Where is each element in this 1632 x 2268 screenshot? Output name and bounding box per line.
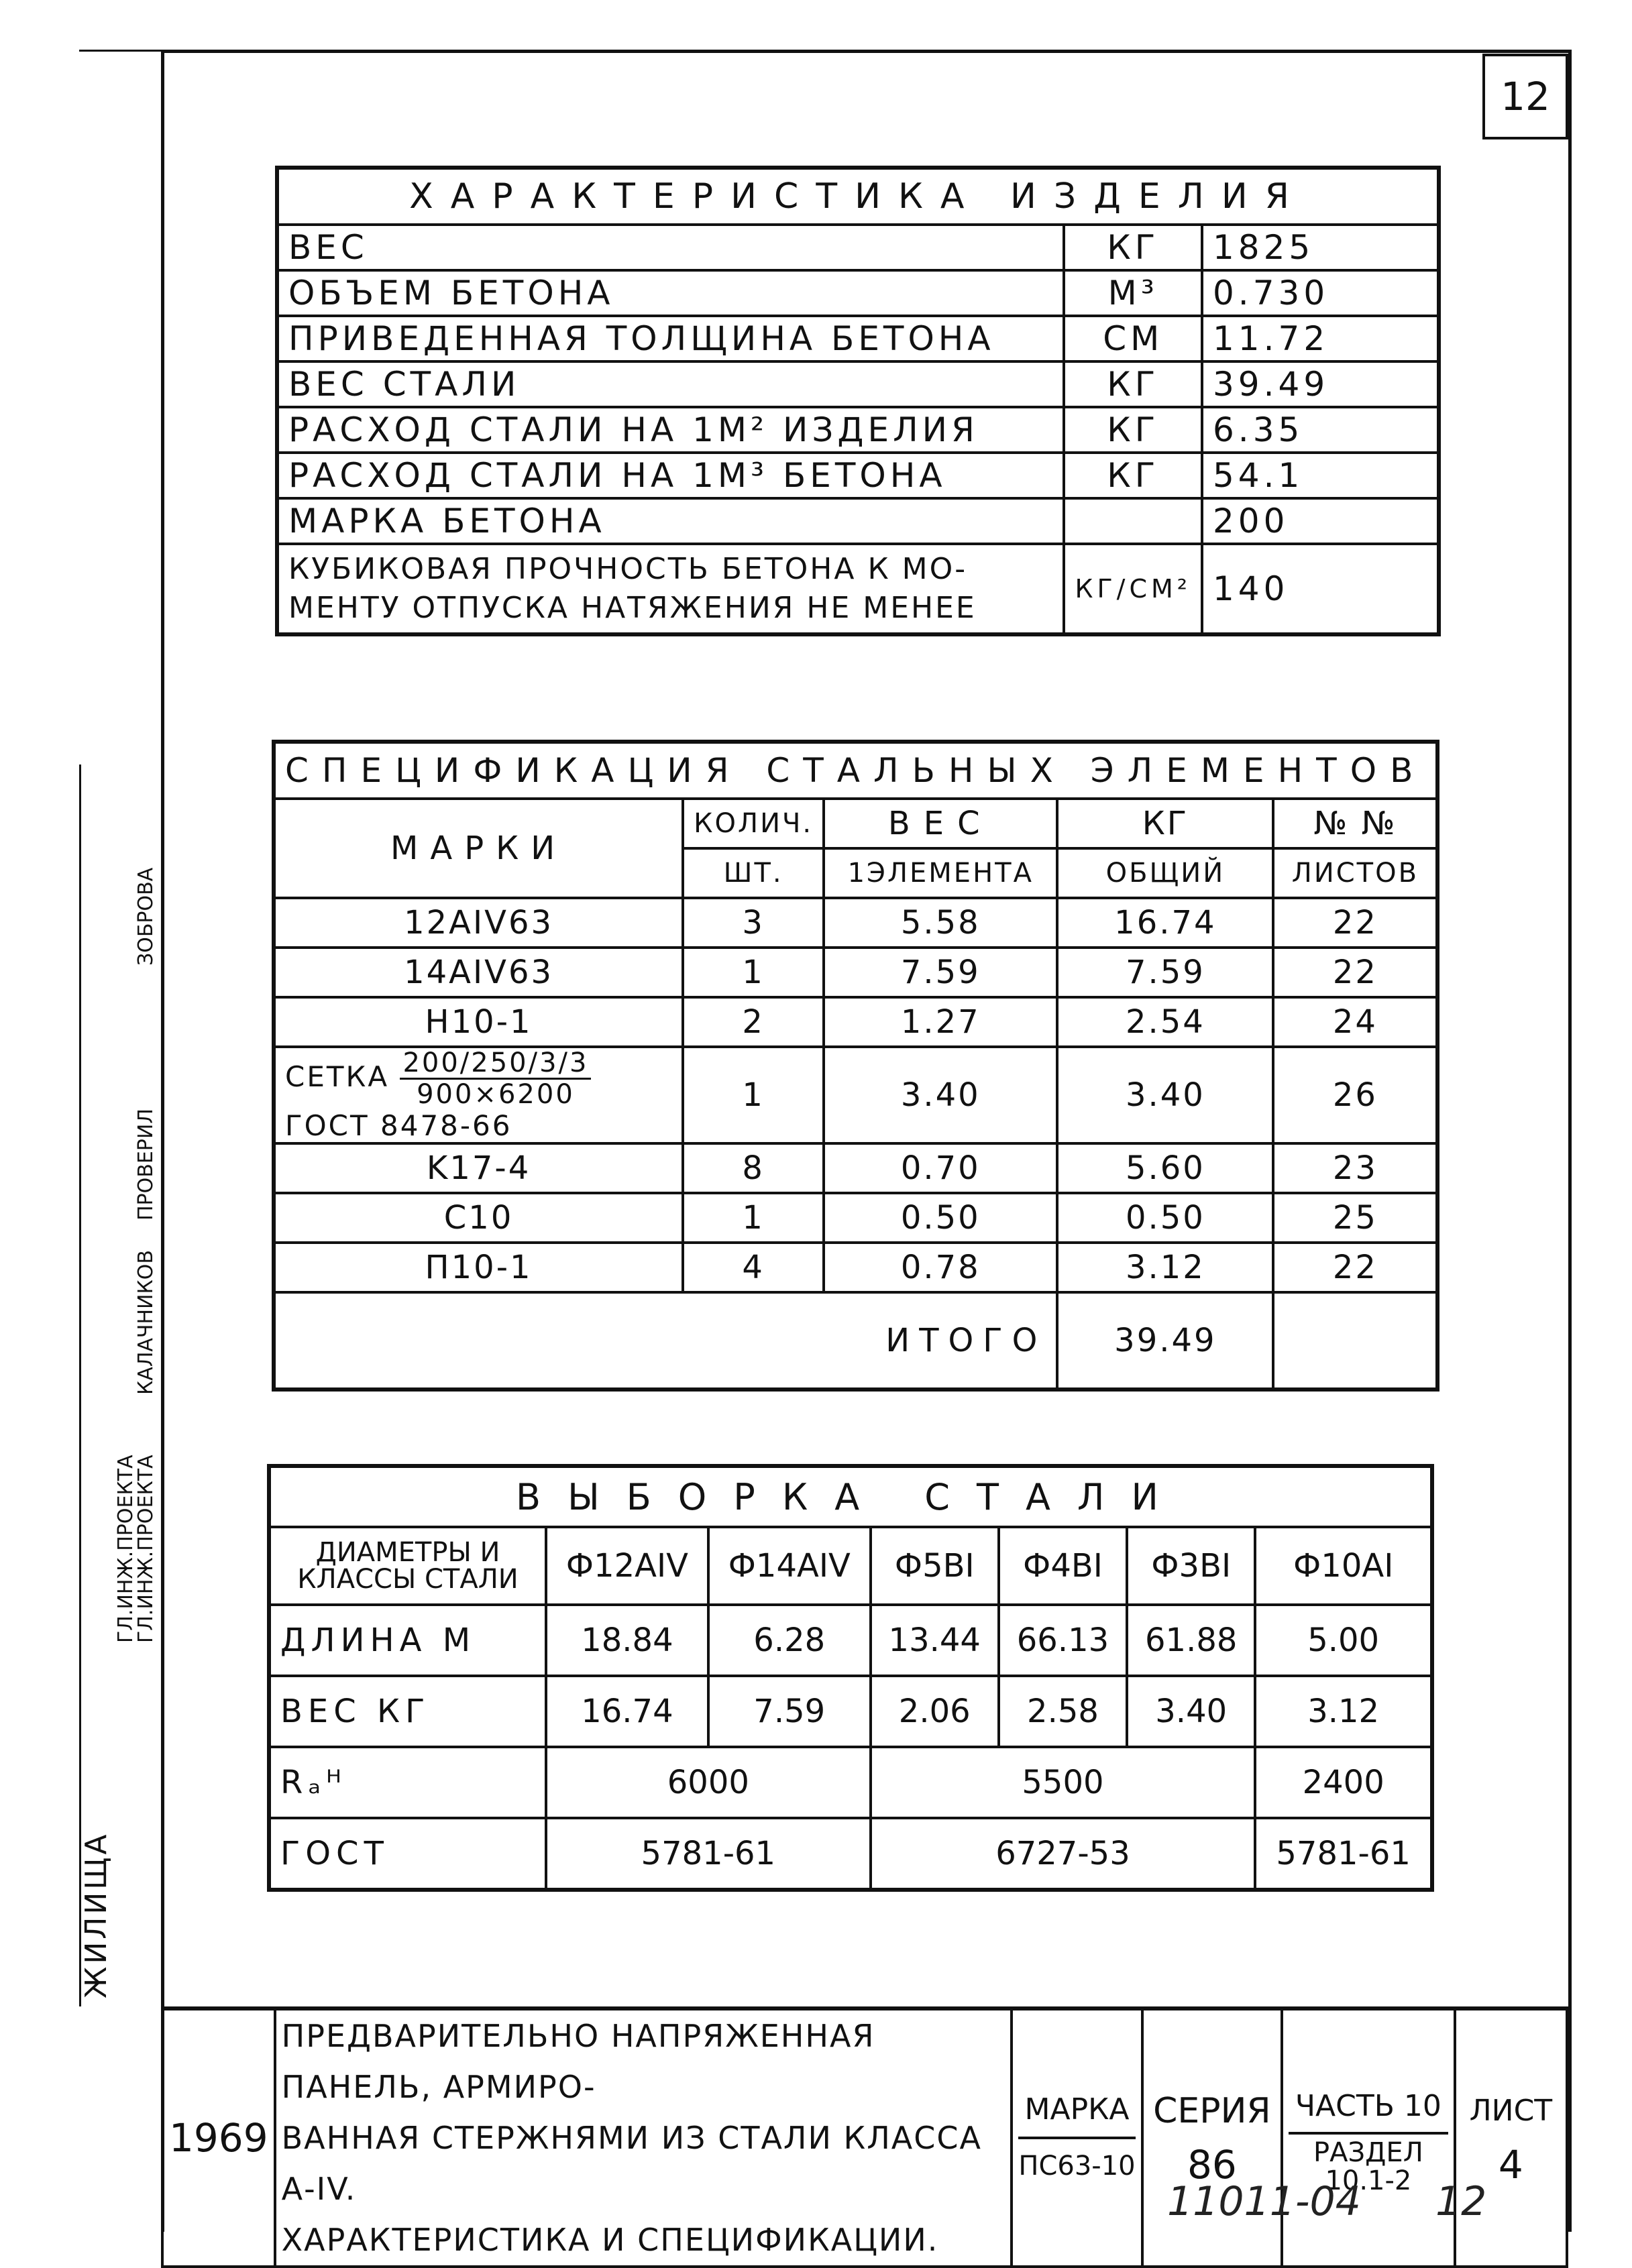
row-unit: КГ/СМ²	[1064, 544, 1202, 634]
table-row	[274, 1047, 1437, 1143]
cell-length: 13.44	[871, 1605, 999, 1676]
cell-weight: 3.12	[1255, 1676, 1432, 1747]
table-row	[277, 361, 1439, 407]
col-weight-one: 1ЭЛЕМЕНТА	[824, 848, 1057, 898]
col-sheets-header: № №	[1273, 799, 1437, 848]
sheet-value: 4	[1498, 2142, 1523, 2188]
col-weight-unit: КГ	[1057, 799, 1273, 848]
col-diameter: Ф3BI	[1127, 1527, 1255, 1605]
row-unit: КГ	[1064, 361, 1202, 407]
cell-weight-one: 1.27	[824, 997, 1057, 1047]
cell-qty: 8	[683, 1143, 824, 1193]
col-weight-total: ОБЩИЙ	[1057, 848, 1273, 898]
diameters-header: ДИАМЕТРЫ И КЛАССЫ СТАЛИ	[269, 1527, 546, 1605]
col-diameter: Ф14AIV	[708, 1527, 871, 1605]
cell-length: 6.28	[708, 1605, 871, 1676]
col-diameter: Ф4BI	[999, 1527, 1127, 1605]
part-label: ЧАСТЬ 10	[1295, 2089, 1441, 2123]
description-line3: ХАРАКТЕРИСТИКА И СПЕЦИФИКАЦИИ.	[281, 2222, 939, 2258]
row-value: 140	[1202, 544, 1439, 634]
row-value: 39.49	[1202, 361, 1439, 407]
cell-ra: 2400	[1255, 1747, 1432, 1818]
cell-weight: 7.59	[708, 1676, 871, 1747]
frame-right-line	[1568, 50, 1572, 2232]
mesh-gost: ГОСТ 8478-66	[285, 1109, 512, 1142]
side-name2: ЗОБРОВА	[134, 867, 158, 966]
total-empty	[1273, 1292, 1437, 1390]
cell-length: 66.13	[999, 1605, 1127, 1676]
mesh-fraction	[400, 1048, 591, 1109]
cell-gost: 5781-61	[546, 1818, 871, 1890]
cell-mark: П10-1	[274, 1243, 683, 1292]
weight-label: ВЕС КГ	[269, 1676, 546, 1747]
col-diameter: Ф10AI	[1255, 1527, 1432, 1605]
cell-weight: 16.74	[546, 1676, 708, 1747]
title-mark	[1012, 2008, 1142, 2267]
cell-length: 5.00	[1255, 1605, 1432, 1676]
cell-weight-one: 0.50	[824, 1193, 1057, 1243]
description-line2: ВАННАЯ СТЕРЖНЯМИ ИЗ СТАЛИ КЛАССА А-IV.	[281, 2120, 982, 2207]
steel-title: ВЫБОРКА СТАЛИ	[269, 1466, 1432, 1527]
frame-top-line	[161, 50, 1568, 53]
characteristics-table	[275, 166, 1441, 636]
row-label: ВЕС	[277, 225, 1064, 270]
cell-gost: 6727-53	[871, 1818, 1256, 1890]
sheet-number: 12	[1482, 54, 1568, 139]
table-row	[274, 997, 1437, 1047]
cell-sheet: 23	[1273, 1143, 1437, 1193]
row-label: РАСХОД СТАЛИ НА 1М² ИЗДЕЛИЯ	[277, 407, 1064, 453]
side-stamp-line	[79, 764, 81, 2006]
table-row	[277, 270, 1439, 316]
cell-weight-total: 3.12	[1057, 1243, 1273, 1292]
cell-qty: 4	[683, 1243, 824, 1292]
cell-sheet: 26	[1273, 1047, 1437, 1143]
table-row	[277, 225, 1439, 270]
cell-mark: 14AIV63	[274, 948, 683, 997]
steel-selection-table	[267, 1464, 1434, 1892]
cell-mark: 12AIV63	[274, 898, 683, 948]
table-row	[274, 1143, 1437, 1193]
table-row	[277, 544, 1439, 634]
cell-weight-one: 3.40	[824, 1047, 1057, 1143]
cell-sheet: 25	[1273, 1193, 1437, 1243]
col-weight-header: ВЕС	[824, 799, 1057, 848]
row-label: РАСХОД СТАЛИ НА 1М³ БЕТОНА	[277, 453, 1064, 498]
table-row	[269, 1676, 1432, 1747]
table-row	[274, 1243, 1437, 1292]
title-description	[275, 2008, 1012, 2267]
frame-top-left-extension	[79, 50, 161, 52]
row-unit: КГ	[1064, 225, 1202, 270]
cell-weight-total: 2.54	[1057, 997, 1273, 1047]
row-value: 6.35	[1202, 407, 1439, 453]
cell-qty: 1	[683, 948, 824, 997]
row-label-line1: КУБИКОВАЯ ПРОЧНОСТЬ БЕТОНА К МО-	[288, 552, 968, 586]
gost-label: ГОСТ	[269, 1818, 546, 1890]
cell-mark-mesh	[274, 1047, 683, 1143]
cell-qty: 2	[683, 997, 824, 1047]
col-diameter: Ф12AIV	[546, 1527, 708, 1605]
table-row	[269, 1747, 1432, 1818]
row-value: 54.1	[1202, 453, 1439, 498]
specification-table	[272, 740, 1439, 1392]
total-label: ИТОГО	[274, 1292, 1057, 1390]
cell-ra: 5500	[871, 1747, 1256, 1818]
row-unit: СМ	[1064, 316, 1202, 361]
cell-weight-total: 7.59	[1057, 948, 1273, 997]
row-label-multiline	[277, 544, 1064, 634]
section-value: 10.1-2	[1325, 2165, 1412, 2196]
row-label: ОБЪЕМ БЕТОНА	[277, 270, 1064, 316]
row-value: 0.730	[1202, 270, 1439, 316]
title-block	[161, 2006, 1568, 2268]
cell-weight: 3.40	[1127, 1676, 1255, 1747]
cell-weight-total: 16.74	[1057, 898, 1273, 948]
table-row	[274, 1193, 1437, 1243]
cell-mark: H10-1	[274, 997, 683, 1047]
mesh-prefix: СЕТКА	[285, 1060, 390, 1093]
cell-ra: 6000	[546, 1747, 871, 1818]
side-name1: КАЛАЧНИКОВ	[134, 1250, 158, 1395]
cell-gost: 5781-61	[1255, 1818, 1432, 1890]
characteristics-title: ХАРАКТЕРИСТИКА ИЗДЕЛИЯ	[277, 168, 1439, 225]
row-unit	[1064, 498, 1202, 544]
row-unit: М³	[1064, 270, 1202, 316]
row-label-line2: МЕНТУ ОТПУСКА НАТЯЖЕНИЯ НЕ МЕНЕЕ	[288, 591, 977, 625]
cell-length: 18.84	[546, 1605, 708, 1676]
footer-page: 12	[1435, 2178, 1487, 2225]
description-line1: ПРЕДВАРИТЕЛЬНО НАПРЯЖЕННАЯ ПАНЕЛЬ, АРМИРО-	[281, 2018, 875, 2105]
mark-value: ПС63-10	[1018, 2137, 1135, 2193]
row-label: ВЕС СТАЛИ	[277, 361, 1064, 407]
title-sheet	[1455, 2008, 1567, 2267]
total-value: 39.49	[1057, 1292, 1273, 1390]
series-value: 86	[1187, 2142, 1237, 2188]
col-diameter: Ф5BI	[871, 1527, 999, 1605]
row-value: 11.72	[1202, 316, 1439, 361]
cell-weight-total: 5.60	[1057, 1143, 1273, 1193]
row-unit: КГ	[1064, 453, 1202, 498]
cell-sheet: 22	[1273, 948, 1437, 997]
table-row	[277, 498, 1439, 544]
cell-weight: 2.58	[999, 1676, 1127, 1747]
col-qty-unit: ШТ.	[683, 848, 824, 898]
length-label: ДЛИНА М	[269, 1605, 546, 1676]
mark-label: МАРКА	[1024, 2092, 1130, 2127]
specification-title: СПЕЦИФИКАЦИЯ СТАЛЬНЫХ ЭЛЕМЕНТОВ	[274, 742, 1437, 799]
side-role1: ГЛ.ИНЖ.ПРОЕКТА	[114, 1455, 138, 1643]
row-value: 200	[1202, 498, 1439, 544]
side-role3: ПРОВЕРИЛ	[134, 1109, 158, 1221]
side-role2: ГЛ.ИНЖ.ПРОЕКТА	[134, 1455, 158, 1643]
cell-weight: 2.06	[871, 1676, 999, 1747]
frame-left-line	[161, 50, 164, 2232]
cell-weight-total: 0.50	[1057, 1193, 1273, 1243]
mesh-fraction-bottom: 900×6200	[417, 1079, 575, 1110]
title-year: 1969	[162, 2008, 275, 2267]
cell-qty: 1	[683, 1193, 824, 1243]
section-label: РАЗДЕЛ	[1313, 2137, 1423, 2168]
cell-sheet: 24	[1273, 997, 1437, 1047]
cell-mark: C10	[274, 1193, 683, 1243]
title-part	[1282, 2008, 1455, 2267]
cell-weight-total: 3.40	[1057, 1047, 1273, 1143]
cell-sheet: 22	[1273, 898, 1437, 948]
mesh-fraction-top: 200/250/3/3	[400, 1048, 591, 1080]
table-row	[269, 1818, 1432, 1890]
cell-weight-one: 0.78	[824, 1243, 1057, 1292]
table-row	[274, 898, 1437, 948]
row-label: ПРИВЕДЕННАЯ ТОЛЩИНА БЕТОНА	[277, 316, 1064, 361]
col-sheets-sub: ЛИСТОВ	[1273, 848, 1437, 898]
table-row	[277, 453, 1439, 498]
row-label: МАРКА БЕТОНА	[277, 498, 1064, 544]
col-marks-header: МАРКИ	[274, 799, 683, 898]
title-series	[1142, 2008, 1282, 2267]
total-row	[274, 1292, 1437, 1390]
cell-weight-one: 0.70	[824, 1143, 1057, 1193]
cell-weight-one: 5.58	[824, 898, 1057, 948]
cell-qty: 3	[683, 898, 824, 948]
footer-doc-number: 11011-04	[1167, 2178, 1361, 2225]
table-row	[277, 407, 1439, 453]
side-org: ЖИЛИЩА	[79, 1831, 113, 1998]
cell-qty: 1	[683, 1047, 824, 1143]
table-row	[277, 316, 1439, 361]
cell-length: 61.88	[1127, 1605, 1255, 1676]
col-qty-header: КОЛИЧ.	[683, 799, 824, 848]
cell-mark: K17-4	[274, 1143, 683, 1193]
series-label: СЕРИЯ	[1153, 2091, 1271, 2131]
sheet-label: ЛИСТ	[1469, 2094, 1553, 2128]
table-row	[269, 1605, 1432, 1676]
row-unit: КГ	[1064, 407, 1202, 453]
cell-sheet: 22	[1273, 1243, 1437, 1292]
ra-label: Rₐᴴ	[269, 1747, 546, 1818]
row-value: 1825	[1202, 225, 1439, 270]
table-row	[274, 948, 1437, 997]
cell-weight-one: 7.59	[824, 948, 1057, 997]
